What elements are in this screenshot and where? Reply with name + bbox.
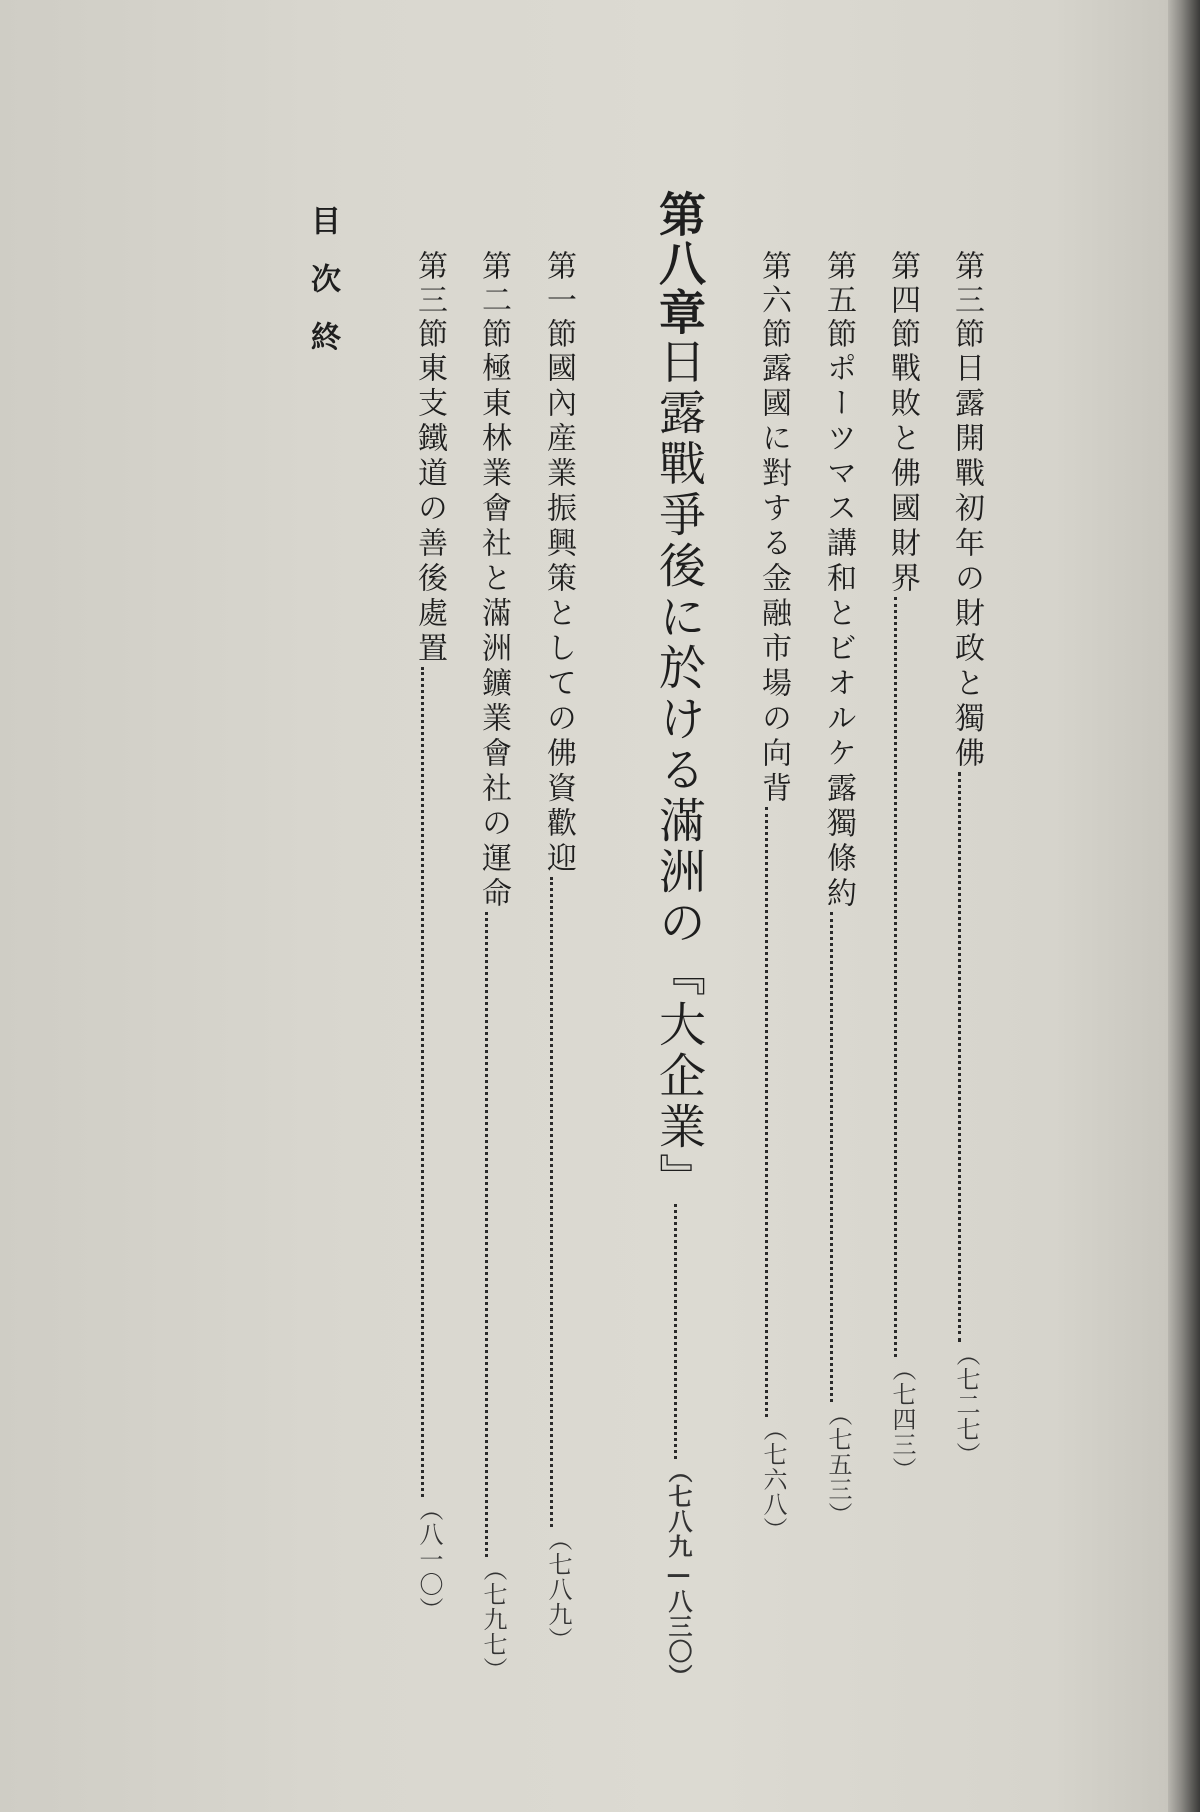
page-ref: （七九七） [479,1557,507,1682]
toc-entry-section-3[interactable] [918,250,988,1467]
toc-entry-chapter-8-section-3[interactable] [381,250,451,1622]
page-ref: （七六八） [759,1417,787,1542]
chapter-number: 第八章 [651,190,706,337]
section-title: 東支鐵道の善後處置 [412,352,447,667]
toc-entry-chapter-8[interactable] [605,190,712,1689]
toc-entry-section-6[interactable] [725,250,795,1542]
toc-entry-section-5[interactable] [790,250,860,1527]
dot-leader [958,772,961,1342]
page-ref: （七五三） [824,1402,852,1527]
dot-leader [894,597,897,1357]
dot-leader [421,667,424,1497]
toc-entry-chapter-8-section-1[interactable] [510,250,580,1652]
page-ref: （七二七） [952,1342,980,1467]
section-number: 第三節 [412,250,447,352]
section-number: 第二節 [476,250,511,352]
toc-end-label: 目次終 [305,205,340,379]
section-number: 第六節 [756,250,791,352]
section-title: 日露開戰初年の財政と獨佛 [949,352,984,772]
dot-leader [485,912,488,1557]
dot-leader [550,877,553,1527]
page-ref: （七四三） [888,1357,916,1482]
page-edge-shadow [1168,0,1200,1812]
toc-entry-section-4[interactable] [854,250,924,1482]
section-title: 國內産業振興策としての佛資歡迎 [541,352,576,877]
dot-leader [830,912,833,1402]
dot-leader [765,807,768,1417]
chapter-title: 日露戰爭後に於ける滿洲の『大企業』 [651,337,706,1204]
section-number: 第一節 [541,250,576,352]
section-title: 戰敗と佛國財界 [885,352,920,597]
page-ref: （七八九—八三〇） [664,1459,693,1689]
page-ref: （八一〇） [415,1497,443,1622]
section-title: 露國に對する金融市場の向背 [756,352,791,807]
dot-leader [674,1204,677,1459]
section-number: 第四節 [885,250,920,352]
section-number: 第三節 [949,250,984,352]
section-title: 極東林業會社と滿洲鑛業會社の運命 [476,352,511,912]
toc-entry-chapter-8-section-2[interactable] [445,250,515,1682]
section-number: 第五節 [821,250,856,352]
page-ref: （七八九） [544,1527,572,1652]
section-title: ポーツマス講和とビオルケ露獨條約 [821,352,856,912]
